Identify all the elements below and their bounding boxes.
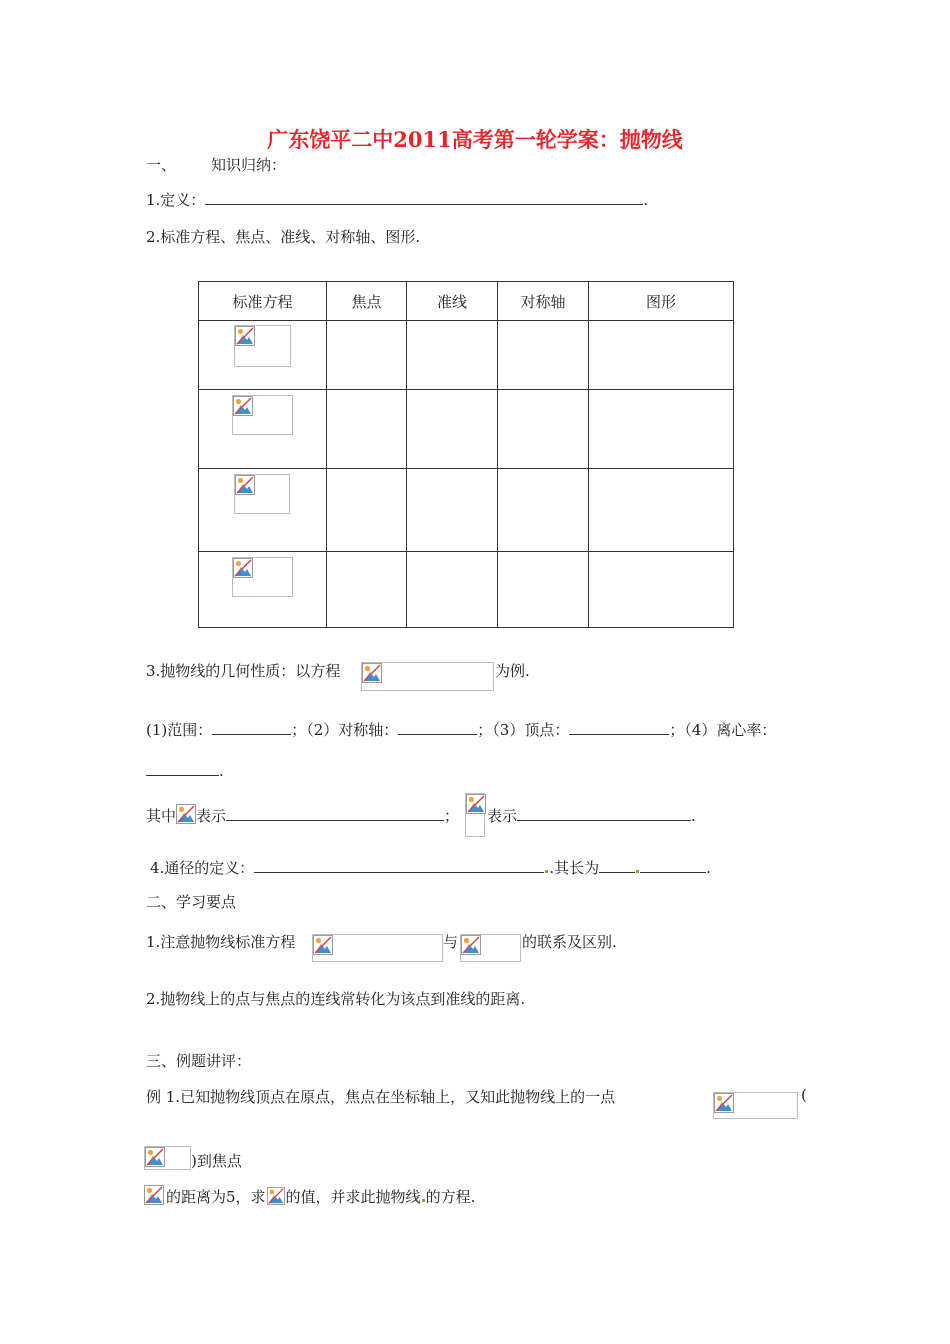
properties-line [146, 719, 776, 740]
equation-cell [199, 469, 327, 552]
item1-definition [146, 189, 648, 210]
axis-label: ；（2）对称轴： [291, 721, 399, 739]
broken-image-icon [266, 1187, 286, 1205]
equation-image [232, 557, 293, 597]
parabola-table [198, 281, 734, 628]
broken-image-icon [235, 326, 255, 346]
section1-heading: 知识归纳： [211, 156, 287, 174]
section3-heading: 三、例题讲评： [146, 1052, 252, 1070]
decoration-dot [636, 870, 639, 873]
broken-image-icon [461, 935, 481, 955]
equation-cell [199, 552, 327, 628]
equation-image [234, 474, 290, 514]
table-header: 对称轴 [498, 282, 589, 321]
point-image [144, 1146, 191, 1170]
broken-image-icon [466, 794, 486, 814]
point2-text: 2.抛物线上的点与焦点的连线常转化为该点到准线的距离. [146, 990, 526, 1008]
broken-image-icon [233, 396, 253, 416]
section1-number: 一、 [146, 156, 177, 174]
equation-cell [199, 321, 327, 390]
meaning-prefix: 其中 [146, 807, 177, 825]
vertex-blank [569, 720, 669, 735]
represents-blank [226, 806, 444, 821]
table-header: 焦点 [327, 282, 407, 321]
range-blank [212, 720, 291, 735]
item4-mid: .其长为 [549, 859, 600, 877]
broken-image-icon [176, 804, 196, 824]
vertex-label: ；（3）顶点： [477, 721, 570, 739]
represents-blank-2 [517, 806, 691, 821]
latus-rectum-blank [254, 858, 544, 873]
example1-paren: ( [801, 1086, 807, 1104]
meaning-line-1 [196, 805, 459, 826]
eccentricity-end: . [219, 762, 224, 780]
table-header: 准线 [407, 282, 498, 321]
point1-mid: 与 [443, 933, 459, 951]
focus-image [144, 1185, 165, 1206]
item2-heading: 2.标准方程、焦点、准线、对称轴、图形. [146, 228, 421, 246]
eccentricity-label: ；（4）离心率： [669, 721, 777, 739]
equation-image [234, 325, 291, 367]
definition-blank [205, 190, 643, 205]
equation-image [312, 934, 443, 962]
item4-label: 4.通径的定义： [150, 859, 255, 877]
point-image [713, 1092, 798, 1119]
example1-line3-a: 的距离为5，求 [166, 1188, 266, 1206]
item3-suffix: 为例. [495, 662, 530, 680]
length-blank-a [599, 858, 635, 873]
equation-image [460, 934, 521, 962]
axis-blank [398, 720, 477, 735]
point1-prefix: 1.注意抛物线标准方程 [146, 933, 296, 951]
equation-image [232, 395, 293, 435]
meaning-end: . [691, 807, 696, 825]
equation-image [361, 662, 494, 691]
symbol-image [465, 793, 485, 837]
item4-end: . [706, 859, 711, 877]
decoration-dot [422, 1199, 425, 1202]
variable-image [266, 1187, 286, 1205]
symbol-image [176, 804, 196, 824]
represents-label-2: 表示 [487, 807, 518, 825]
table-header: 图形 [589, 282, 734, 321]
item4-line [150, 857, 711, 878]
meaning-sep: ； [444, 807, 460, 825]
table-row [199, 469, 734, 552]
equation-cell [199, 390, 327, 469]
length-blank-b [640, 858, 706, 873]
represents-label: 表示 [196, 807, 227, 825]
page-title: 广东饶平二中2011高考第一轮学案：抛物线 [267, 127, 683, 152]
table-row [199, 321, 734, 390]
item1-end: . [643, 191, 649, 209]
point1-suffix: 的联系及区别. [522, 933, 617, 951]
broken-image-icon [235, 475, 255, 495]
eccentricity-blank [146, 761, 219, 776]
broken-image-icon [145, 1147, 165, 1167]
example1-line2: )到焦点 [191, 1152, 242, 1170]
table-row [199, 390, 734, 469]
example1-line3-b: 的值，并求此抛物线 [285, 1188, 421, 1206]
section2-heading: 二、学习要点 [146, 893, 237, 911]
item3-prefix: 3.抛物线的几何性质：以方程 [146, 662, 341, 680]
broken-image-icon [313, 935, 333, 955]
example1-line3-c: 的方程. [425, 1188, 476, 1206]
broken-image-icon [714, 1093, 734, 1113]
eccentricity-line [146, 761, 224, 780]
range-label: (1)范围： [146, 721, 213, 739]
example1-line1: 例 1.已知抛物线顶点在原点，焦点在坐标轴上，又知此抛物线上的一点 [146, 1088, 616, 1106]
broken-image-icon [362, 663, 382, 683]
example1-line3 [166, 1186, 475, 1207]
table-row [199, 552, 734, 628]
table-header: 标准方程 [199, 282, 327, 321]
item1-label: 1.定义： [146, 191, 206, 209]
decoration-dot [545, 870, 548, 873]
broken-image-icon [144, 1185, 164, 1205]
meaning-line-2 [487, 805, 696, 826]
broken-image-icon [233, 558, 253, 578]
